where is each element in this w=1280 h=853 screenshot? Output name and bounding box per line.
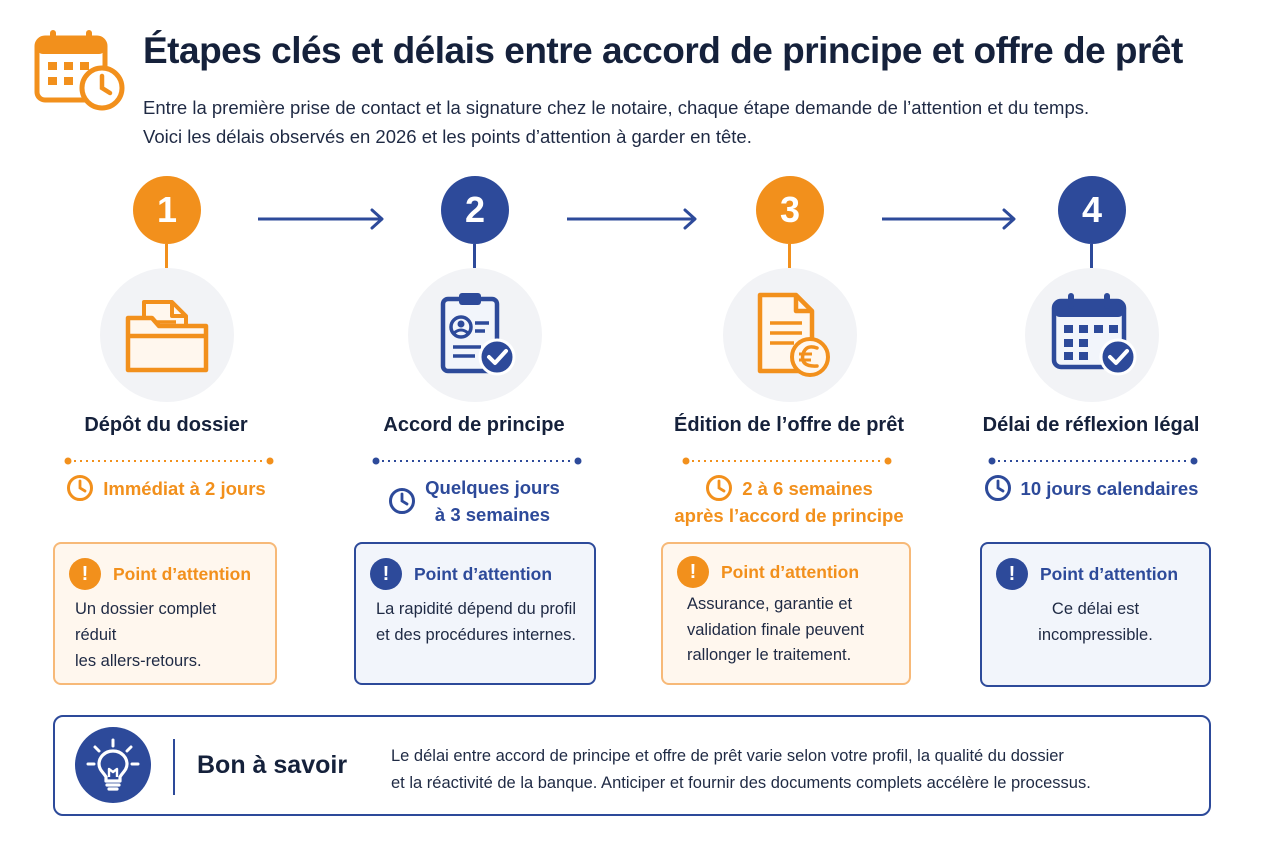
lightbulb-icon [85, 737, 141, 793]
step-icon-circle [100, 268, 234, 402]
step-title: Édition de l’offre de prêt [673, 414, 904, 436]
attention-label: Point d’attention [113, 563, 252, 584]
step-connector [1090, 244, 1093, 268]
dotted-divider [986, 457, 1200, 465]
attention-line-2: validation finale peuvent [687, 620, 865, 639]
delay-line-1: 10 jours calendaires [1020, 477, 1199, 499]
exclamation-icon: ! [370, 558, 402, 590]
attention-card-1 [53, 542, 277, 685]
vertical-divider [173, 739, 175, 795]
bon-a-savoir-line-1: Le délai entre accord de principe et offre de prêt varie selon votre profil, la qualité du dossier [391, 747, 1064, 765]
dotted-divider [371, 457, 583, 465]
subtitle-line-1: Entre la première prise de contact et la signature chez le notaire, chaque étape demande de l’attention et du temps. [143, 97, 1090, 118]
attention-text [996, 596, 1195, 648]
attention-line-1: Assurance, garantie et [687, 595, 853, 613]
page-subtitle [143, 93, 1203, 151]
step-connector [165, 244, 168, 268]
bon-a-savoir-box [53, 715, 1211, 816]
clock-icon [984, 474, 1012, 502]
attention-line-2: et des procédures internes. [376, 626, 576, 644]
page-title: Étapes clés et délais entre accord de principe et offre de prêt [143, 30, 1183, 71]
delay-text [103, 475, 265, 502]
arrow-right-icon [567, 207, 699, 231]
attention-label: Point d’attention [721, 561, 860, 582]
calendar-clock-icon [34, 30, 126, 112]
delay-text [1021, 475, 1199, 502]
clock-icon [705, 474, 733, 502]
step-delay [31, 474, 301, 502]
step-number: 1 [133, 176, 201, 244]
folder-icon [122, 290, 212, 380]
dotted-divider [63, 457, 275, 465]
delay-line-1: Quelques jours [425, 477, 560, 498]
attention-text [69, 596, 261, 674]
clock-icon [66, 474, 94, 502]
clock-icon [388, 487, 416, 515]
step-title: Dépôt du dossier [84, 414, 248, 436]
attention-text [370, 596, 580, 648]
step-connector [473, 244, 476, 268]
step-icon-circle [723, 268, 857, 402]
step-icon-circle [1025, 268, 1159, 402]
step-number: 4 [1058, 176, 1126, 244]
attention-card-4 [980, 542, 1211, 687]
step-delay [956, 474, 1226, 502]
arrow-right-icon [882, 207, 1018, 231]
bulb-circle [75, 727, 151, 803]
attention-text [677, 592, 895, 669]
attention-line-2: les allers-retours. [75, 652, 202, 670]
attention-card-2 [354, 542, 596, 685]
bon-a-savoir-text [391, 743, 1191, 797]
clipboard-profile-check-icon [429, 289, 521, 381]
attention-line-2: incompressible. [1038, 626, 1153, 644]
attention-line-1: Un dossier complet réduit [75, 600, 217, 644]
subtitle-line-2: Voici les délais observés en 2026 et les points d’attention à garder en tête. [143, 126, 752, 147]
attention-line-3: rallonger le traitement. [687, 646, 852, 664]
step-number: 2 [441, 176, 509, 244]
attention-label: Point d’attention [1040, 563, 1179, 584]
delay-line-1: 2 à 6 semaines [742, 477, 873, 499]
step-connector [788, 244, 791, 268]
step-delay [649, 474, 929, 529]
delay-text [425, 474, 560, 528]
attention-line-1: Ce délai est [1051, 600, 1140, 618]
bon-a-savoir-title: Bon à savoir [197, 751, 348, 779]
attention-card-3 [661, 542, 911, 685]
calendar-check-icon [1046, 289, 1138, 381]
document-euro-icon [744, 289, 836, 381]
delay-line-1: Immédiat à 2 jours [103, 477, 266, 499]
arrow-right-icon [258, 207, 386, 231]
exclamation-icon: ! [69, 558, 101, 590]
step-delay [339, 474, 609, 528]
attention-line-1: La rapidité dépend du profil [376, 600, 576, 618]
exclamation-icon: ! [677, 556, 709, 588]
exclamation-icon: ! [996, 558, 1028, 590]
attention-label: Point d’attention [414, 563, 553, 584]
step-title: Délai de réflexion légal [982, 414, 1200, 436]
bon-a-savoir-line-2: et la réactivité de la banque. Anticiper et fournir des documents complets accélère le processus. [391, 774, 1091, 792]
step-title: Accord de principe [383, 414, 565, 436]
delay-line-2: après l’accord de principe [674, 505, 904, 526]
step-number: 3 [756, 176, 824, 244]
delay-line-2: à 3 semaines [434, 504, 551, 525]
step-icon-circle [408, 268, 542, 402]
dotted-divider [677, 457, 897, 465]
